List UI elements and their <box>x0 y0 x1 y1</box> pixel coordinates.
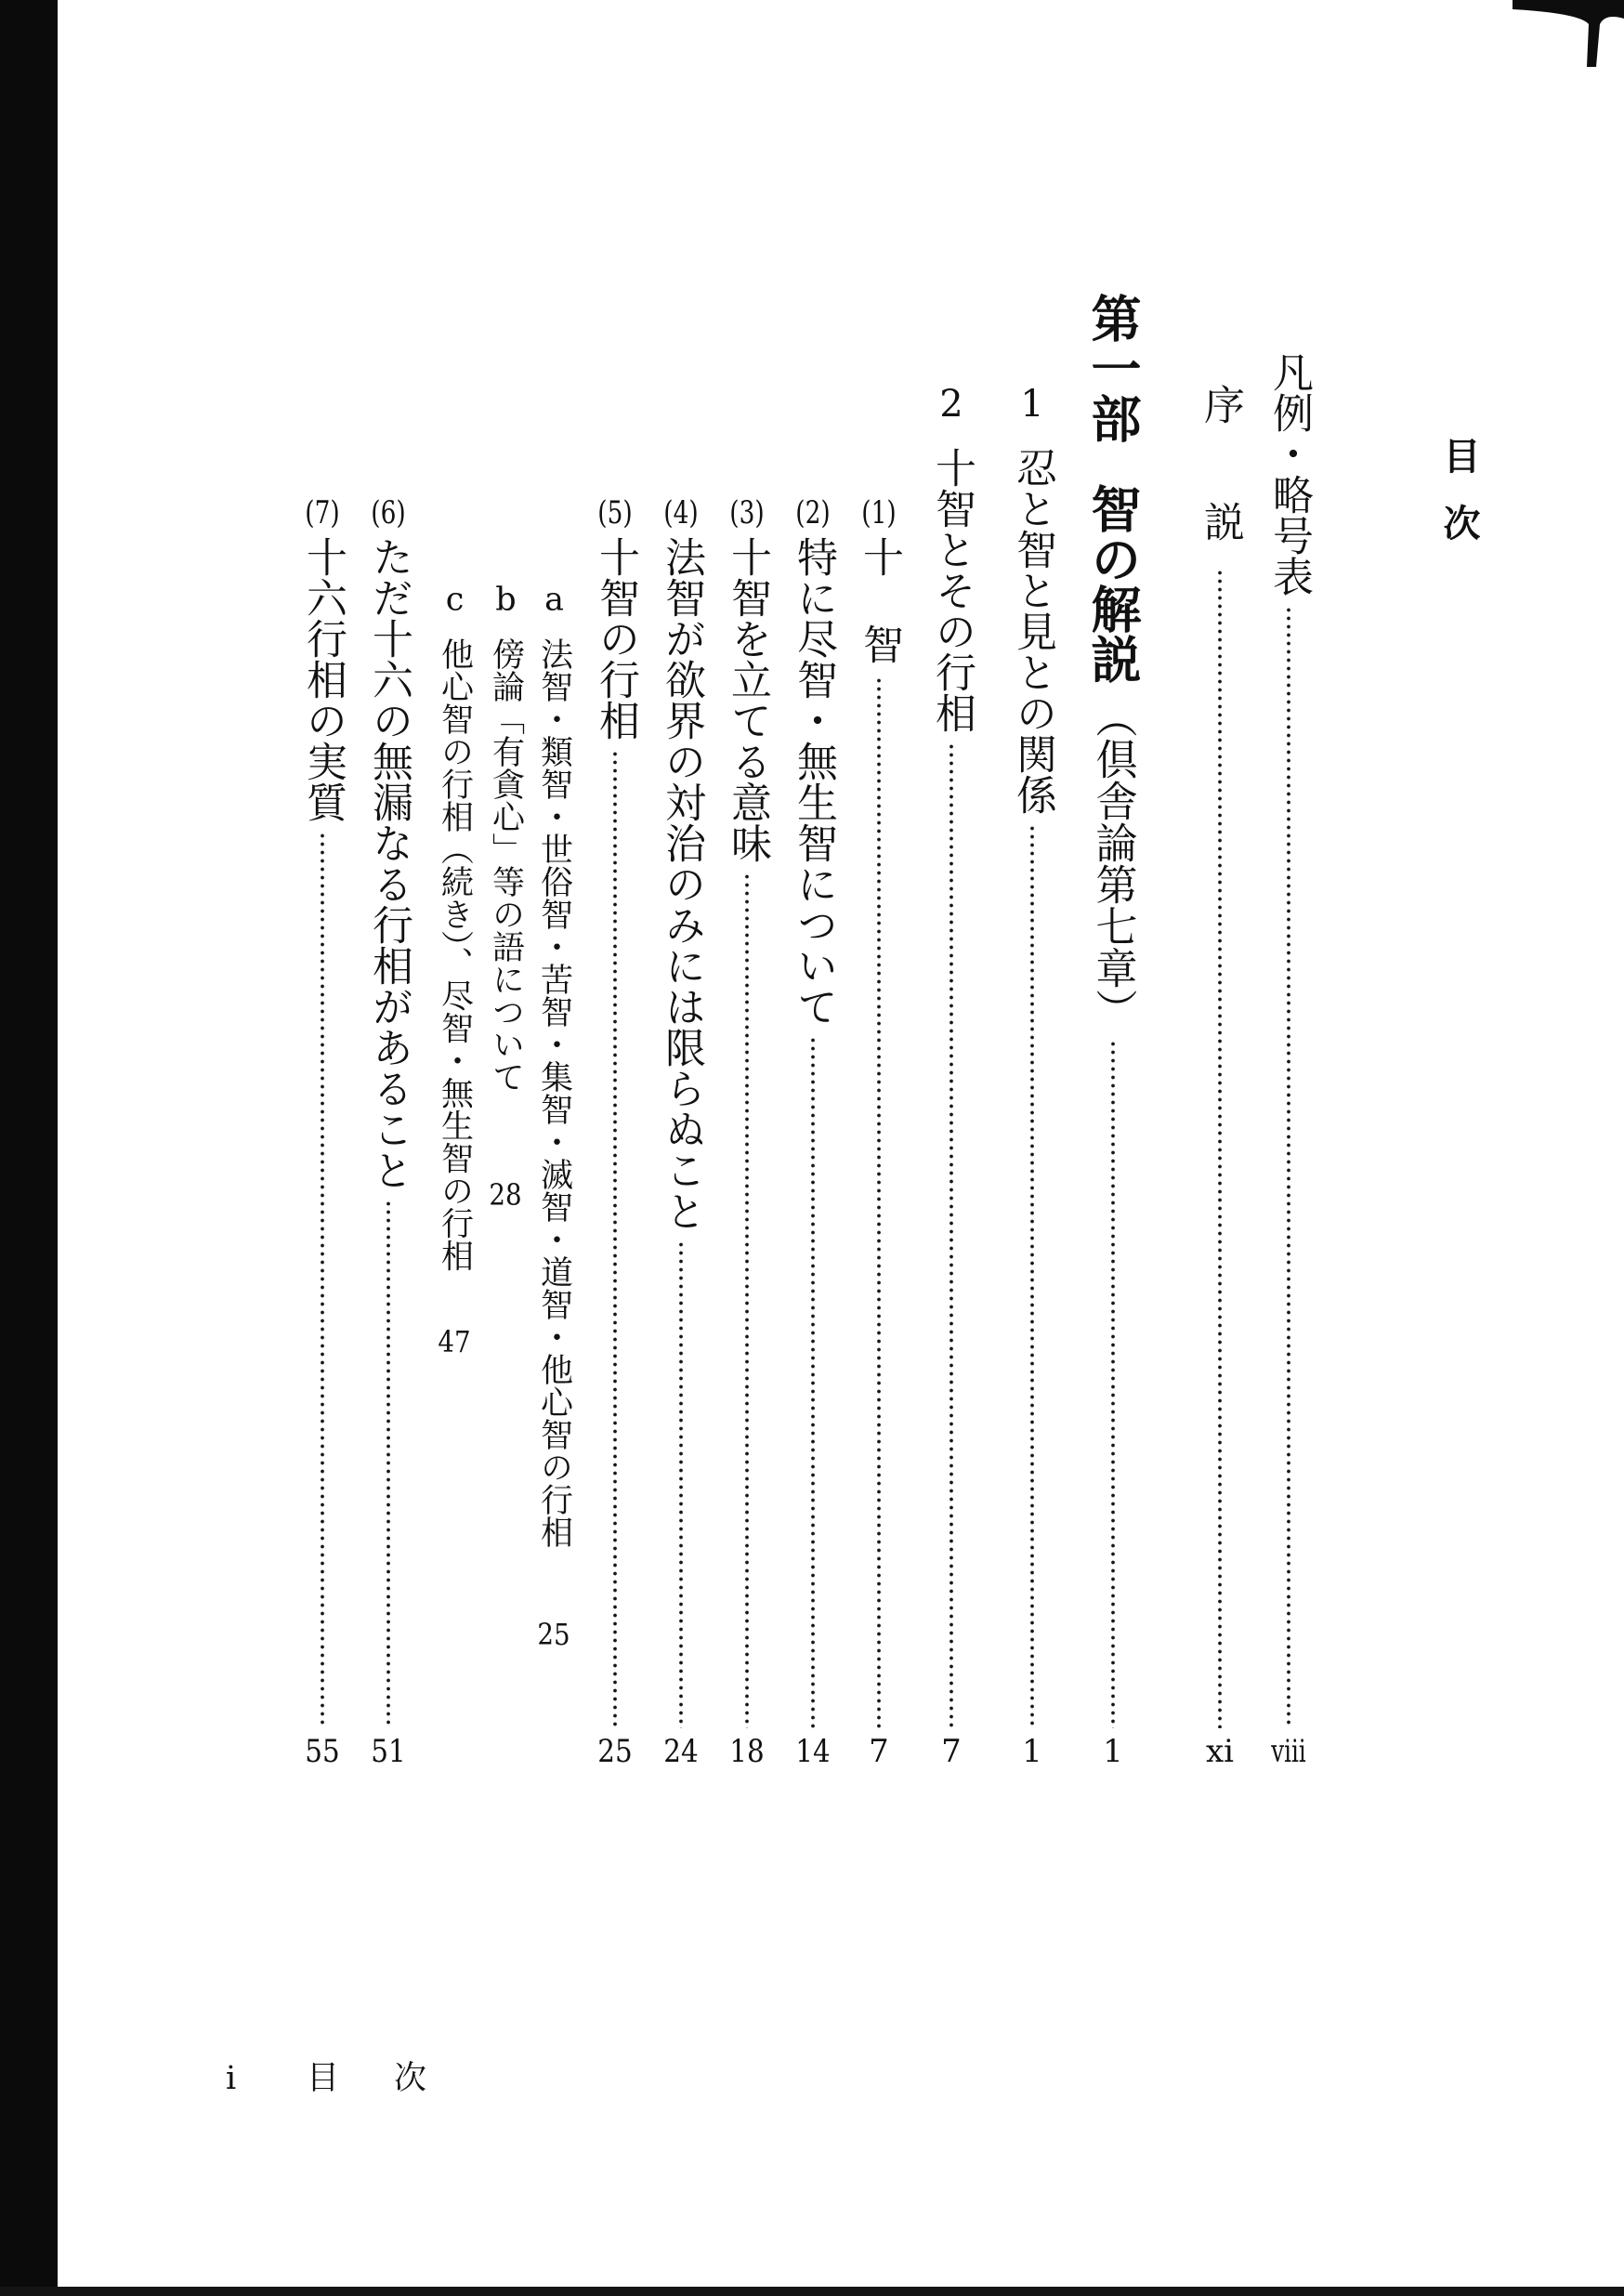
entry-label: ただ十六の無漏なる行相があること <box>365 536 413 1190</box>
page-title: 目次 <box>1437 437 1481 571</box>
entry-label: 十六行相の実質 <box>299 536 347 822</box>
scan-bottom-border <box>0 2287 1624 2296</box>
toc-entry-section-2 <box>791 497 835 1767</box>
scan-corner-mark <box>1513 0 1624 74</box>
page-number: 55 <box>305 1736 340 1767</box>
part-subtitle: （倶舎論第七章） <box>1088 696 1138 1030</box>
dot-leader <box>1029 824 1035 1728</box>
page-number: 25 <box>597 1736 633 1767</box>
toc-entry-subsection-a <box>535 584 572 1649</box>
entry-label: 十智を立てる意味 <box>724 536 771 863</box>
toc-entry-section-5 <box>593 497 637 1767</box>
entry-label: 傍論「有貪心」等の語について <box>487 637 525 1093</box>
entry-label: 十 智 <box>856 536 903 667</box>
entry-number: 1 <box>1020 386 1044 423</box>
dot-leader <box>678 1240 684 1728</box>
entry-gap <box>454 1272 455 1328</box>
dot-leader <box>386 1200 391 1728</box>
entry-letter: b <box>495 584 517 616</box>
entry-letter: c <box>445 584 465 616</box>
page-number: 28 <box>489 1180 522 1210</box>
entry-gap <box>505 1093 506 1180</box>
toc-entry-chapter-1 <box>1010 386 1054 1767</box>
running-head: 目 次 <box>307 2060 439 2097</box>
dot-leader <box>876 676 882 1728</box>
page-number: xi <box>1205 1736 1235 1767</box>
dot-leader <box>1217 569 1223 1728</box>
dot-leader <box>320 832 325 1728</box>
toc-entry-section-1 <box>857 497 901 1767</box>
entry-label: 忍と智と見との関係 <box>1009 447 1056 815</box>
entry-number: (5) <box>597 497 633 529</box>
dot-leader <box>1286 606 1291 1728</box>
entry-gap <box>554 1548 555 1620</box>
entry-label: 特に尽智・無生智について <box>790 536 837 1027</box>
page-number: 1 <box>1022 1736 1042 1767</box>
toc-entry-preface <box>1198 384 1242 1767</box>
entry-number: (6) <box>371 497 406 529</box>
page-number: 24 <box>663 1736 699 1767</box>
page-folio: i <box>226 2060 237 2097</box>
dot-leader <box>744 872 750 1728</box>
toc-entry-section-7 <box>300 497 345 1767</box>
page-number: 7 <box>941 1736 962 1767</box>
entry-letter: a <box>544 584 564 616</box>
entry-number: (2) <box>795 497 831 529</box>
toc-entry-subsection-b <box>487 584 524 1210</box>
toc-entry-section-6 <box>366 497 411 1767</box>
page-number: 18 <box>729 1736 765 1767</box>
entry-label: 序 説 <box>1197 384 1244 559</box>
part-title: 智の解説 <box>1083 483 1143 684</box>
page-number: 14 <box>795 1736 831 1767</box>
toc-entry-part-one <box>1083 293 1143 1767</box>
entry-number: (3) <box>729 497 765 529</box>
entry-number: (7) <box>305 497 340 529</box>
entry-label: 凡例・略号表 <box>1265 351 1313 597</box>
page-number: 51 <box>371 1736 406 1767</box>
dot-leader <box>949 742 954 1728</box>
dot-leader <box>1110 1040 1116 1728</box>
entry-label: 法智が欲界の対治のみには限らぬこと <box>658 536 705 1231</box>
entry-label: 十智の行相 <box>592 536 639 741</box>
entry-label: 他心智の行相（続き）、尽智・無生智の行相 <box>436 637 474 1272</box>
dot-leader <box>810 1036 816 1728</box>
page-number: 47 <box>438 1327 471 1357</box>
part-number: 第一部 <box>1083 293 1143 443</box>
entry-number: (4) <box>663 497 699 529</box>
entry-label: 十智とその行相 <box>928 447 976 733</box>
entry-number: (1) <box>861 497 897 529</box>
scan-left-border <box>0 0 58 2296</box>
toc-entry-subsection-c <box>436 584 473 1357</box>
toc-entry-front-matter <box>1266 351 1311 1767</box>
page-number: 7 <box>869 1736 889 1767</box>
dot-leader <box>612 750 618 1728</box>
toc-entry-section-4 <box>659 497 703 1767</box>
entry-label: 法智・類智・世俗智・苦智・集智・滅智・道智・他心智の行相 <box>535 637 573 1548</box>
page-number: 1 <box>1103 1736 1123 1767</box>
page-number: 25 <box>537 1620 570 1649</box>
toc-entry-section-3 <box>725 497 769 1767</box>
page-number: viii <box>1271 1736 1306 1767</box>
entry-number: 2 <box>939 386 963 423</box>
toc-entry-chapter-2 <box>929 386 974 1767</box>
